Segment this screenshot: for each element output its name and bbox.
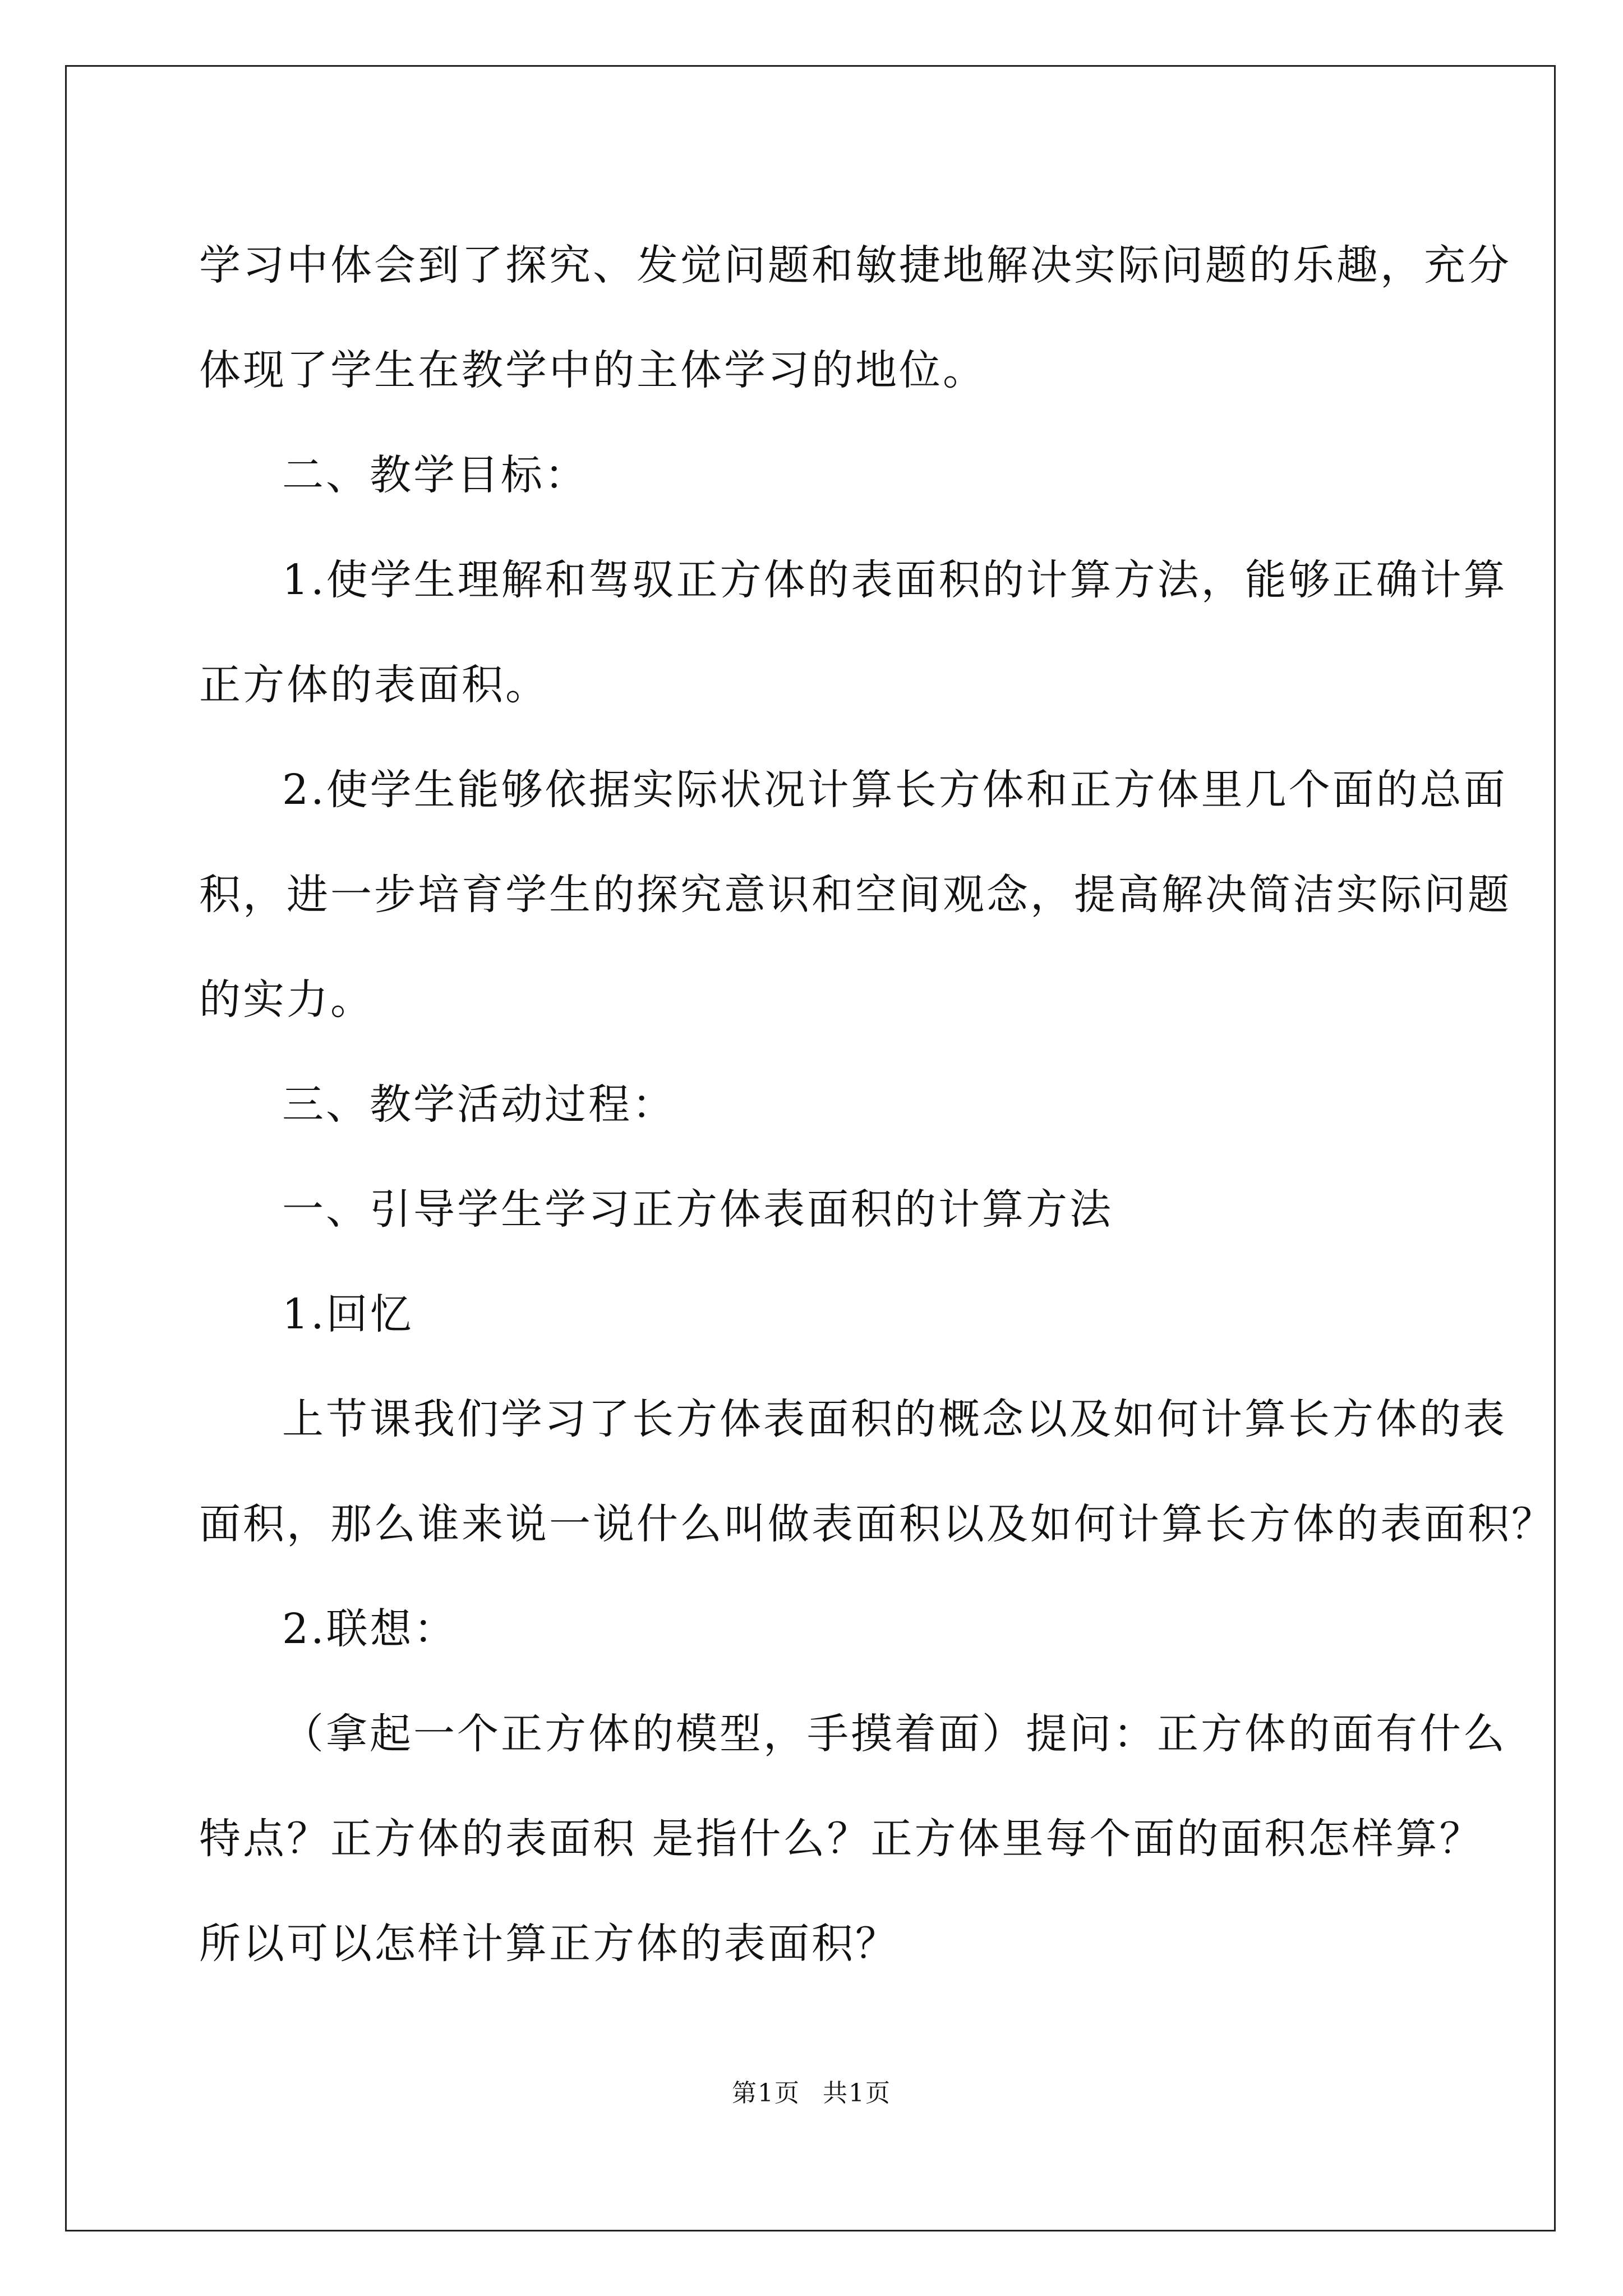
text-line: 体现了学生在教学中的主体学习的地位。 [199, 346, 986, 394]
text-line: 上节课我们学习了长方体表面积的概念以及如何计算长方体的表 [282, 1395, 1507, 1443]
text-line: 特点？正方体的表面积 是指什么？正方体里每个面的面积怎样算？ [199, 1815, 1483, 1863]
text-line: 所以可以怎样计算正方体的表面积？ [199, 1920, 899, 1968]
text-line: 学习中体会到了探究、发觉问题和敏捷地解决实际问题的乐趣，充分 [199, 241, 1511, 289]
section-heading: 二、教学目标： [282, 451, 588, 499]
text-line: 1.回忆 [282, 1290, 414, 1338]
text-line: 2.联想： [282, 1605, 458, 1653]
text-line: 2.使学生能够依据实际状况计算长方体和正方体里几个面的总面 [282, 766, 1507, 814]
text-line: 面积，那么谁来说一说什么叫做表面积以及如何计算长方体的表面积？ [199, 1500, 1555, 1548]
section-heading: 三、教学活动过程： [282, 1080, 676, 1129]
text-line: 正方体的表面积。 [199, 661, 549, 709]
document-body [199, 213, 1555, 1996]
page-footer [0, 2077, 1623, 2110]
page-total: 共1页 [823, 2079, 891, 2108]
page-number: 第1页 [732, 2079, 800, 2108]
text-line: 的实力。 [199, 976, 374, 1024]
text-line: 积，进一步培育学生的探究意识和空间观念，提高解决简洁实际问题 [199, 871, 1511, 919]
text-line: （拿起一个正方体的模型，手摸着面）提问：正方体的面有什么 [282, 1710, 1507, 1758]
text-line: 1.使学生理解和驾驭正方体的表面积的计算方法，能够正确计算 [282, 556, 1507, 604]
section-heading: 一、引导学生学习正方体表面积的计算方法 [282, 1185, 1113, 1234]
